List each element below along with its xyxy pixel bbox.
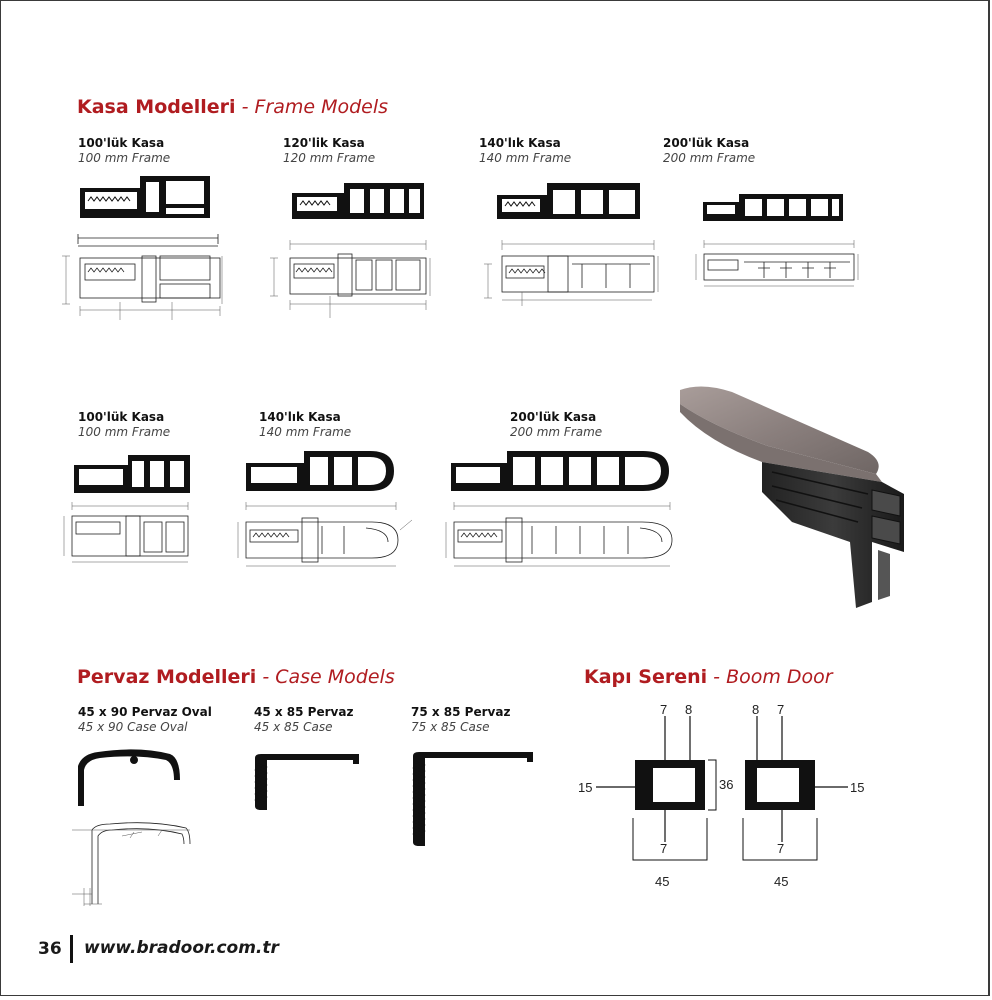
- boom-left-dim-height: 36: [719, 777, 734, 792]
- frame-profile-120-row1: [292, 183, 424, 219]
- case-profile-oval: [78, 748, 182, 810]
- boom-left-dim-width: 45: [655, 874, 670, 889]
- frame-label-200-row2: 200'lük Kasa 200 mm Frame: [510, 410, 603, 439]
- frame-drawing-140-row2: [236, 500, 416, 570]
- boom-right-dim-side: 15: [850, 780, 865, 795]
- frame-profile-200-row2: [451, 451, 669, 491]
- frame-drawing-100-row1: [60, 230, 225, 322]
- frame-drawing-200-row1: [694, 238, 859, 290]
- boom-right-dim-bottom: 7: [777, 841, 785, 856]
- frame-label-100-row2: 100'lük Kasa 100 mm Frame: [78, 410, 171, 439]
- frame-drawing-140-row1: [482, 236, 662, 308]
- boom-left-dim-top-b: 8: [685, 702, 693, 717]
- case-drawing-oval: [62, 818, 192, 906]
- frame-label-200-row1: 200'lük Kasa 200 mm Frame: [663, 136, 756, 165]
- frame-profile-140-row1: [497, 183, 640, 219]
- website-link[interactable]: www.bradoor.com.tr: [84, 938, 279, 958]
- boom-right-dim-width: 45: [774, 874, 789, 889]
- frame-label-140-row1: 140'lık Kasa 140 mm Frame: [479, 136, 572, 165]
- boom-right-dim-top-a: 8: [752, 702, 760, 717]
- case-models-title: Pervaz Modelleri - Case Models: [77, 666, 395, 688]
- boom-left-dim-top-a: 7: [660, 702, 668, 717]
- case-profile-75x85: [413, 752, 535, 848]
- boom-door-diagram-right: [730, 700, 910, 896]
- case-label-oval: 45 x 90 Pervaz Oval 45 x 90 Case Oval: [78, 705, 212, 734]
- case-label-75x85: 75 x 85 Pervaz 75 x 85 Case: [411, 705, 511, 734]
- frame-profile-140-row2: [246, 451, 394, 491]
- frame-drawing-200-row2: [444, 500, 684, 570]
- frame-models-title: Kasa Modelleri - Frame Models: [77, 96, 389, 118]
- case-profile-45x85: [255, 754, 361, 814]
- footer-divider: [70, 935, 73, 963]
- boom-door-title: Kapı Sereni - Boom Door: [584, 666, 833, 688]
- frame-label-140-row2: 140'lık Kasa 140 mm Frame: [259, 410, 352, 439]
- boom-door-diagram-left: [570, 700, 750, 896]
- frame-label-100-row1: 100'lük Kasa 100 mm Frame: [78, 136, 171, 165]
- frame-drawing-100-row2: [60, 500, 200, 570]
- boom-left-dim-side: 15: [578, 780, 593, 795]
- boom-right-dim-top-b: 7: [777, 702, 785, 717]
- frame-profile-200-row1: [703, 194, 843, 221]
- frame-drawing-120-row1: [266, 238, 436, 320]
- frame-profile-100-row1: [80, 174, 210, 218]
- frame-profile-100-row2: [74, 455, 190, 493]
- boom-left-dim-bottom: 7: [660, 841, 668, 856]
- frame-label-120-row1: 120'lik Kasa 120 mm Frame: [283, 136, 376, 165]
- frame-product-photo: [672, 382, 912, 614]
- page-number: 36: [38, 939, 62, 959]
- case-label-45x85: 45 x 85 Pervaz 45 x 85 Case: [254, 705, 354, 734]
